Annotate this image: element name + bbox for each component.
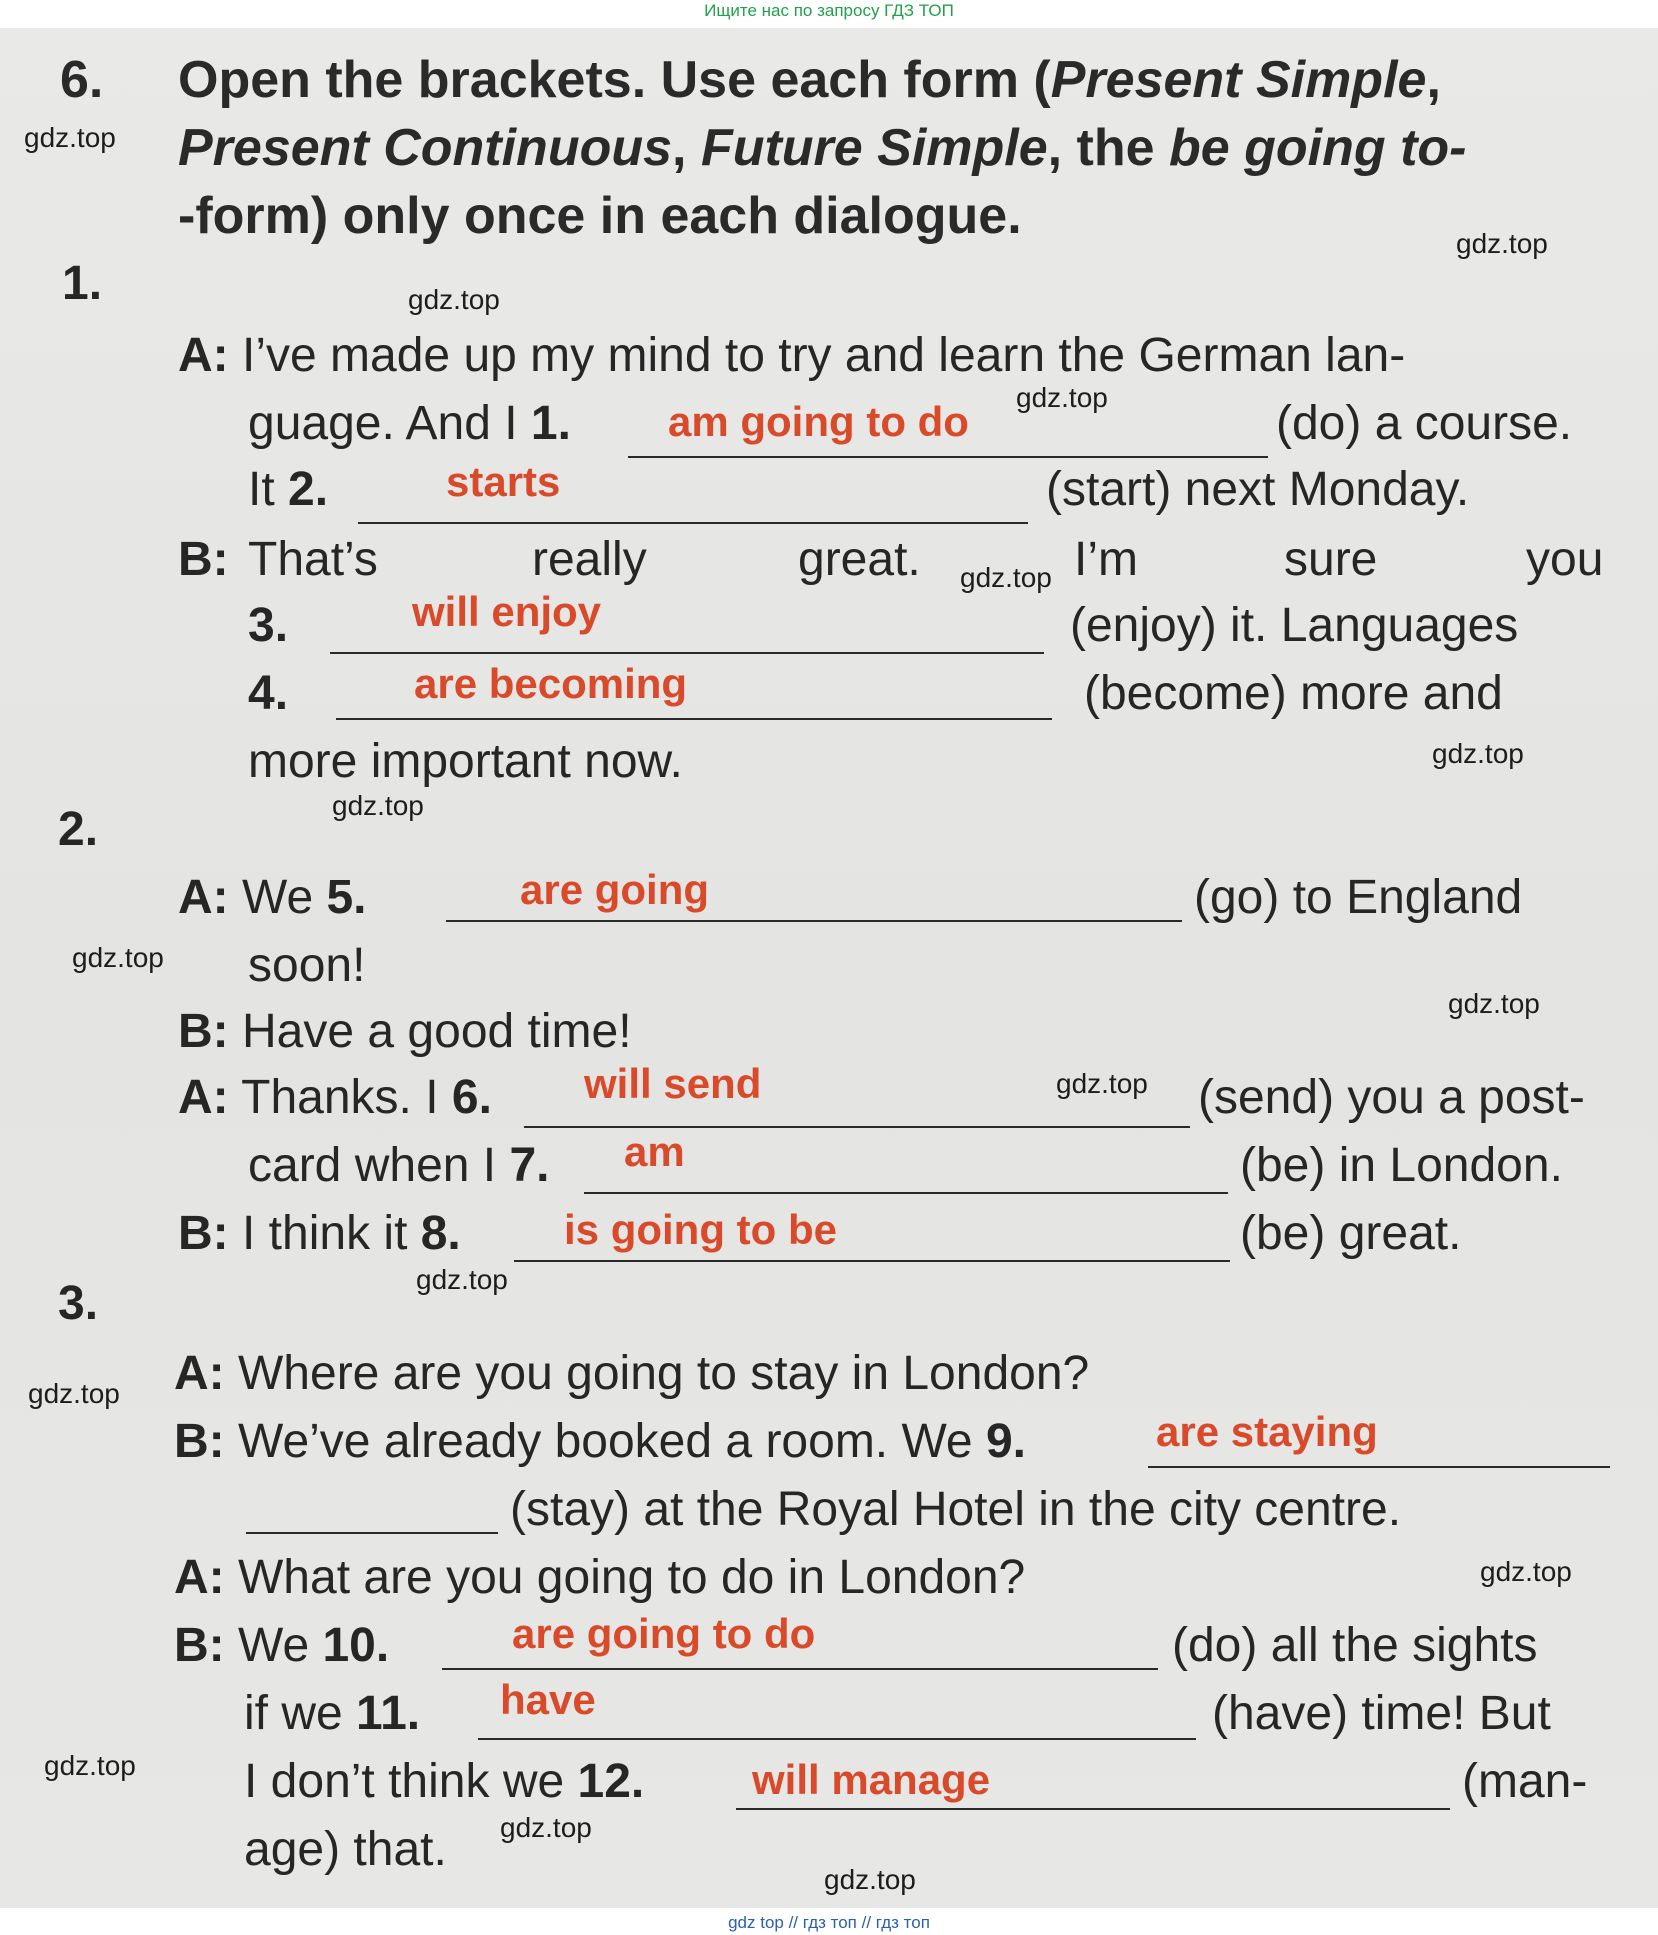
watermark: gdz.top (1448, 988, 1540, 1019)
dialogue-line: card when I 7. (248, 1139, 550, 1192)
dialogue-line: A: Thanks. I 6. (178, 1071, 492, 1124)
answer-blank (446, 920, 1182, 922)
dialogue-line-end: (have) time! But (1212, 1687, 1551, 1740)
watermark: gdz.top (332, 790, 424, 821)
word: That’s (248, 533, 378, 586)
watermark: gdz.top (1056, 1068, 1148, 1099)
watermark: gdz.top (824, 1864, 916, 1895)
dialogue-line-end: (man- (1462, 1755, 1588, 1808)
dialogue-line: A: I’ve made up my mind to try and learn the German lan- (178, 329, 1406, 382)
textbook-page (0, 28, 1658, 1908)
word: great. (798, 533, 921, 586)
answer-8: is going to be (564, 1206, 837, 1253)
answer-10: are going to do (512, 1610, 816, 1657)
dialogue-line-end: (enjoy) it. Languages (1070, 599, 1519, 652)
dialogue-line-end: (be) great. (1240, 1207, 1462, 1260)
watermark: gdz.top (1456, 228, 1548, 259)
dialogue-line: B: Have a good time! (178, 1005, 632, 1058)
dialogue-number: 1. (62, 257, 103, 310)
answer-9: are staying (1156, 1408, 1378, 1455)
dialogue-line: guage. And I 1. (248, 397, 571, 450)
dialogue-line: more important now. (248, 735, 683, 788)
answer-7: am (624, 1128, 685, 1175)
dialogue-line-end: (go) to England (1194, 871, 1523, 924)
answer-1: am going to do (668, 398, 969, 445)
dialogue-line-end: (do) all the sights (1172, 1619, 1538, 1672)
answer-blank (478, 1738, 1196, 1740)
answer-blank (336, 718, 1052, 720)
answer-5: are going (520, 866, 710, 913)
exercise-number: 6. (60, 51, 104, 109)
exercise-title-line-2: Present Continuous, Future Simple, the be going to- (178, 119, 1467, 177)
answer-blank (246, 1532, 498, 1534)
exercise-title-line-3: -form) only once in each dialogue. (178, 187, 1022, 245)
site-banner[interactable]: Ищите нас по запросу ГДЗ ТОП (704, 1, 954, 20)
watermark: gdz.top (72, 942, 164, 973)
dialogue-line-end: (become) more and (1084, 667, 1503, 720)
answer-3: will enjoy (412, 588, 602, 635)
item-number: 3. (248, 599, 289, 652)
dialogue-line: B: We’ve already booked a room. We 9. (174, 1415, 1026, 1468)
watermark: gdz.top (44, 1750, 136, 1781)
dialogue-line: age) that. (244, 1823, 447, 1876)
dialogue-line-end: (do) a course. (1276, 397, 1573, 450)
speaker-label: B: (178, 533, 229, 586)
dialogue-number: 2. (58, 803, 99, 856)
dialogue-line: B: I think it 8. (178, 1207, 461, 1260)
dialogue-line-end: (stay) at the Royal Hotel in the city centre. (510, 1483, 1402, 1536)
answer-blank (442, 1668, 1158, 1670)
answer-blank (736, 1808, 1450, 1810)
dialogue-number: 3. (58, 1277, 99, 1330)
answer-blank (584, 1192, 1228, 1194)
dialogue-line-end: (be) in London. (1240, 1139, 1563, 1192)
footer-links[interactable]: gdz top // гдз топ // гдз топ (728, 1913, 930, 1932)
dialogue-line-end: (start) next Monday. (1046, 463, 1470, 516)
answer-blank (628, 456, 1268, 458)
watermark: gdz.top (28, 1378, 120, 1409)
dialogue-line: I don’t think we 12. (244, 1755, 645, 1808)
dialogue-line: B: We 10. (174, 1619, 390, 1672)
dialogue-line: A: Where are you going to stay in London? (174, 1347, 1090, 1400)
answer-11: have (500, 1676, 596, 1723)
dialogue-line: A: What are you going to do in London? (174, 1551, 1026, 1604)
watermark: gdz.top (960, 562, 1052, 593)
dialogue-line: A: We 5. (178, 871, 367, 924)
watermark: gdz.top (408, 284, 500, 315)
item-number: 4. (248, 667, 289, 720)
answer-6: will send (584, 1060, 762, 1107)
answer-12: will manage (752, 1756, 991, 1803)
watermark: gdz.top (416, 1264, 508, 1295)
dialogue-line-end: (send) you a post- (1198, 1071, 1585, 1124)
watermark: gdz.top (1016, 382, 1108, 413)
answer-4: are becoming (414, 660, 688, 707)
watermark: gdz.top (1432, 738, 1524, 769)
answer-blank (1148, 1466, 1610, 1468)
word: really (532, 533, 647, 586)
exercise-title-line-1: Open the brackets. Use each form (Present Simple, (178, 51, 1441, 109)
watermark: gdz.top (500, 1812, 592, 1843)
answer-blank (330, 652, 1044, 654)
dialogue-line: It 2. (248, 463, 329, 516)
answer-blank (358, 522, 1028, 524)
answer-2: starts (446, 458, 561, 505)
word: sure (1284, 533, 1378, 586)
word: you (1526, 533, 1604, 586)
dialogue-line: if we 11. (244, 1687, 421, 1740)
watermark: gdz.top (1480, 1556, 1572, 1587)
dialogue-line: soon! (248, 939, 366, 992)
word: I’m (1074, 533, 1138, 586)
watermark: gdz.top (24, 122, 116, 153)
answer-blank (514, 1260, 1230, 1262)
